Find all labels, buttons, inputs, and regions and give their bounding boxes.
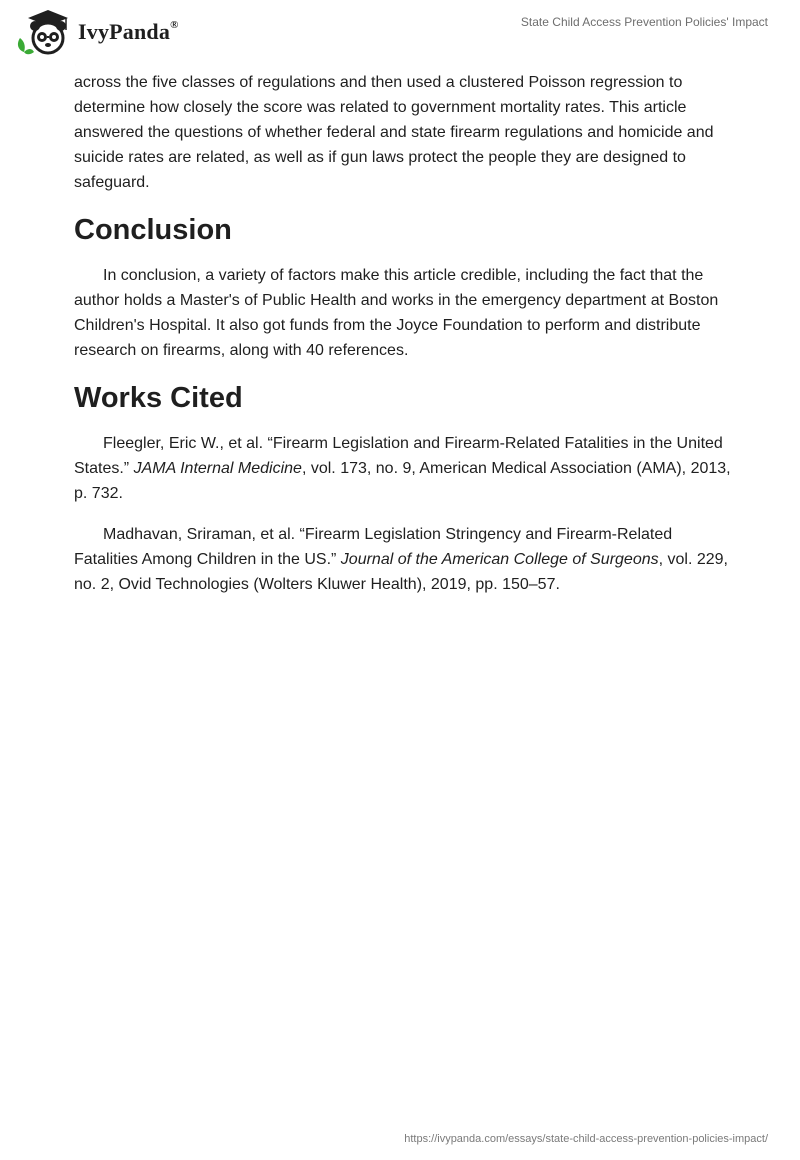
conclusion-paragraph: In conclusion, a variety of factors make this article credible, including the fact that the author holds a Master's of Public Health and works in the emergency department at Boston Children's Hospital. It also got funds from the Joyce Foundation to perform and distribute research on firearms, along with 40 references. xyxy=(74,267,719,359)
document-title: State Child Access Prevention Policies' Impact xyxy=(520,15,768,29)
intro-paragraph: across the five classes of regulations and then used a clustered Poisson regression to determine how closely the score was related to government mortality rates. This article answered the questions of whether federal and state firearm regulations and homicide and suicide rates are related, as well as if gun laws protect the people they are designed to safeguard. xyxy=(74,74,714,191)
citation-journal: JAMA Internal Medicine xyxy=(133,460,302,477)
citation-entry: Madhavan, Sriraman, et al. “Firearm Legislation Stringency and Firearm-Related Fatalities Among Children in the US.” Journal of the American College of Surgeons, vol. 229, no. 2, Ovid Technologies (Wolters Kluwer Health), 2019, pp. 150–57. xyxy=(74,526,728,593)
conclusion-heading: Conclusion xyxy=(74,214,232,246)
citation-journal: Journal of the American College of Surgeons xyxy=(340,551,659,568)
citation-entry: Fleegler, Eric W., et al. “Firearm Legislation and Firearm-Related Fatalities in the United States.” JAMA Internal Medicine, vol. 173, no. 9, American Medical Association (AMA), 2013, p. 732. xyxy=(74,435,731,502)
page-header xyxy=(0,0,800,62)
footer-url-link[interactable]: https://ivypanda.com/essays/state-child-access-prevention-policies-impact/ xyxy=(404,1133,768,1145)
ivypanda-logo[interactable] xyxy=(14,8,179,56)
logo-text: IvyPanda® xyxy=(78,18,179,44)
panda-graduate-icon xyxy=(14,8,78,56)
works-cited-heading: Works Cited xyxy=(74,382,243,414)
essay-body xyxy=(74,70,734,613)
